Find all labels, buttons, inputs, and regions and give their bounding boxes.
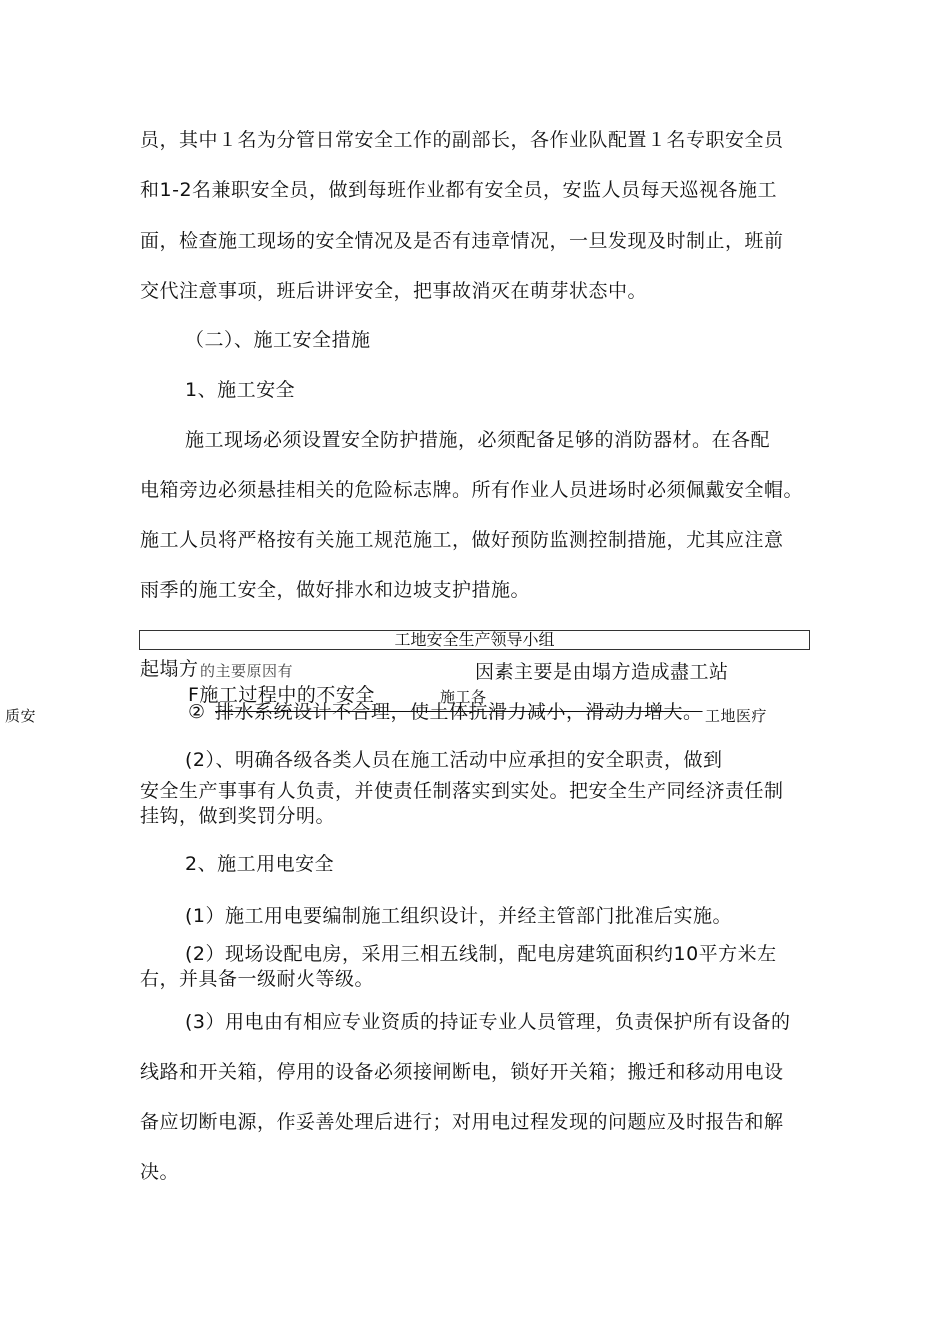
paragraph-line: (1）施工用电要编制施工组织设计，并经主管部门批准后实施。 [185,905,733,927]
paragraph-line: 雨季的施工安全，做好排水和边坡支护措施。 [140,579,531,601]
paragraph-line: 面，检查施工现场的安全情况及是否有违章情况，一旦发现及时制止，班前 [140,230,784,252]
overlay-text: 质安 [5,707,37,725]
overlay-text: 的主要原因有 [200,662,294,680]
paragraph-line: (2）、明确各级各类人员在施工活动中应承担的安全职责，做到 [185,749,723,771]
section-heading: （二）、施工安全措施 [185,329,371,351]
paragraph-line: 交代注意事项，班后讲评安全，把事故消灭在萌芽状态中。 [140,280,648,302]
overlay-text: F施工过程中的不安全 [188,684,375,706]
overlay-text: 施工各 [440,688,487,706]
paragraph-line: 决。 [140,1161,180,1183]
paragraph-line: 备应切断电源，作妥善处理后进行；对用电过程发现的问题应及时报告和解 [140,1111,784,1133]
overlay-text: 工地医疗 [705,707,768,725]
overlay-text: 排水系统设计不合理，使土体抗滑力减小，滑动力增大。 [215,701,703,723]
paragraph-line: 施工现场必须设置安全防护措施，必须配备足够的消防器材。在各配 [185,429,771,451]
paragraph-line: (3）用电由有相应专业资质的持证专业人员管理，负责保护所有设备的 [185,1011,791,1033]
paragraph-line: (2）现场设配电房，采用三相五线制，配电房建筑面积约10平方米左 [185,943,777,965]
paragraph-line: 右，并具备一级耐火等级。 [140,968,375,990]
overlay-text: ② [188,701,206,723]
paragraph-line: 和1-2名兼职安全员，做到每班作业都有安全员，安监人员每天巡视各施工 [140,179,778,201]
leadership-group-box: 工地安全生产领导小组 [139,630,810,650]
paragraph-line: 员，其中１名为分管日常安全工作的副部长，各作业队配置１名专职安全员 [140,129,784,151]
paragraph-line: 施工人员将严格按有关施工规范施工，做好预防监测控制措施，尤其应注意 [140,529,784,551]
overlay-text: 起塌方 [140,658,199,680]
subsection-heading: 2、施工用电安全 [185,853,335,875]
paragraph-line: 安全生产事事有人负责，并使责任制落实到实处。把安全生产同经济责任制 [140,780,784,802]
paragraph-line: 线路和开关箱，停用的设备必须接闸断电，锁好开关箱；搬迁和移动用电设 [140,1061,784,1083]
paragraph-line: 电箱旁边必须悬挂相关的危险标志牌。所有作业人员进场时必须佩戴安全帽。 [140,479,804,501]
subsection-heading: 1、施工安全 [185,379,296,401]
overlay-text: 因素主要是由塌方造成盡工站 [475,661,729,683]
paragraph-line: 挂钩，做到奖罚分明。 [140,805,336,827]
